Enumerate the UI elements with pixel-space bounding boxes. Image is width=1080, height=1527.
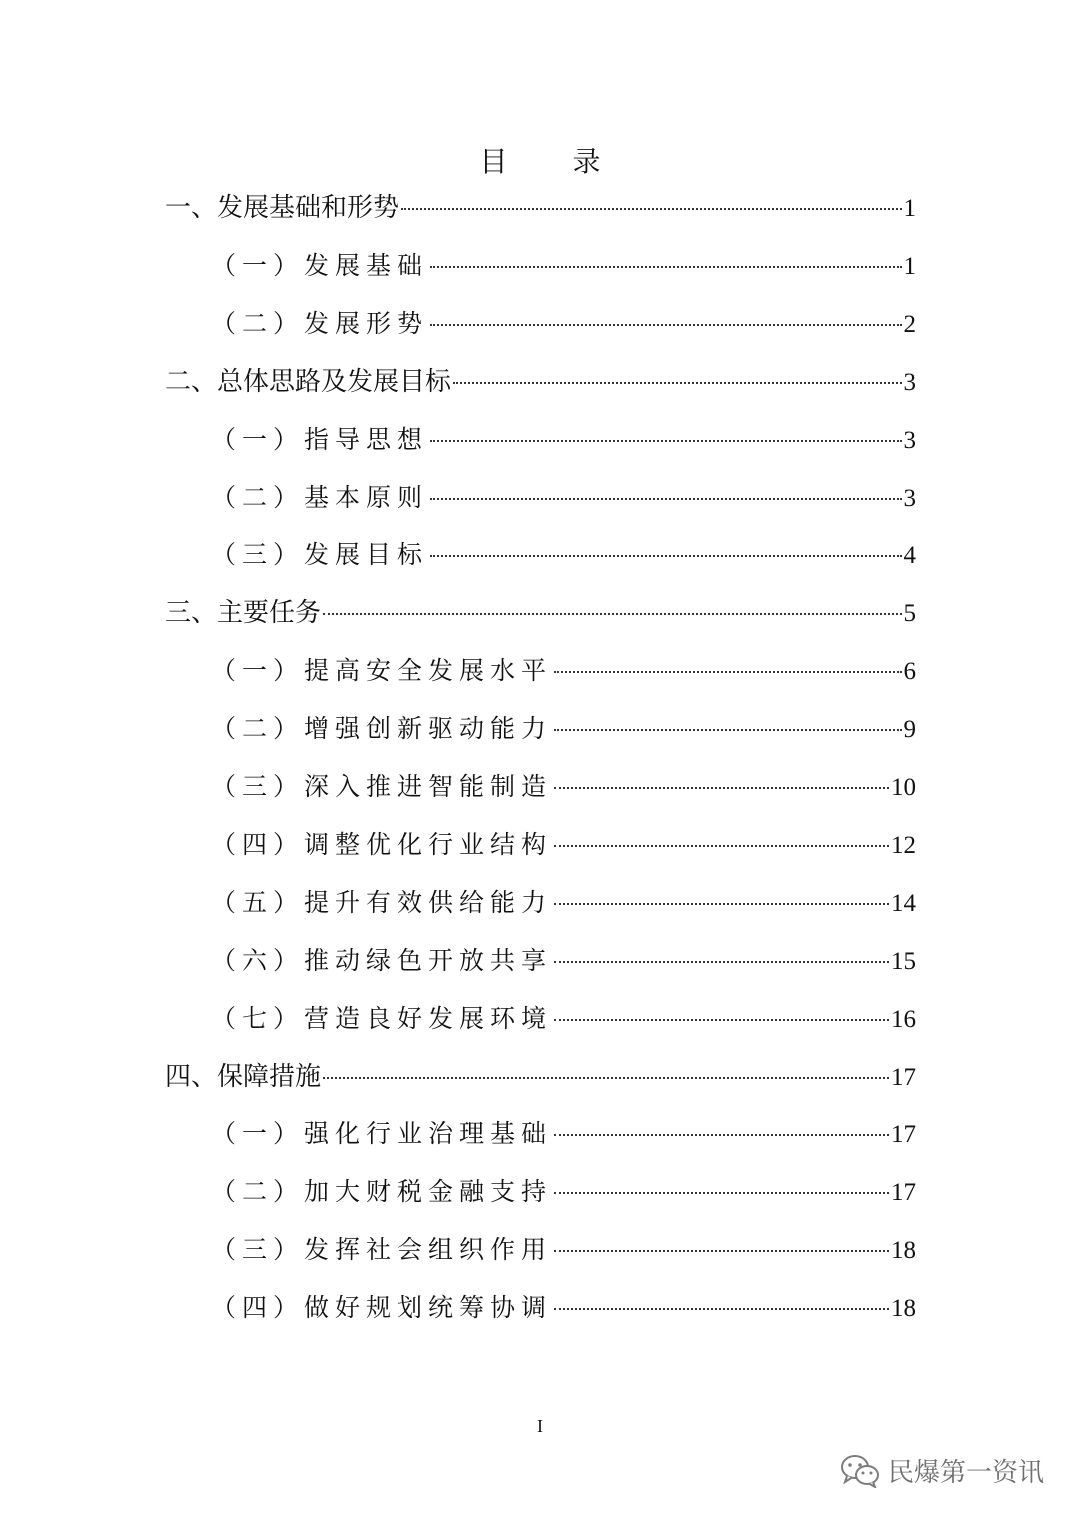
- toc-entry-label: （二）增强创新驱动能力: [211, 714, 553, 744]
- toc-entry-label: （一）发展基础: [211, 250, 429, 280]
- toc-entry-page: 10: [891, 774, 916, 801]
- toc-dot-leader: [430, 324, 901, 326]
- toc-dot-leader: [323, 613, 901, 615]
- toc-entry-label: （七）营造良好发展环境: [211, 1003, 553, 1033]
- toc-section-entry[interactable]: [211, 767, 916, 807]
- toc-entry-label: （三）发展目标: [211, 540, 429, 570]
- toc-dot-leader: [453, 382, 901, 384]
- toc-entry-label: 一、发展基础和形势: [165, 193, 400, 223]
- toc-entry-page: 2: [903, 310, 916, 338]
- toc-section-entry[interactable]: [211, 1172, 916, 1212]
- toc-entry-label: （五）提升有效供给能力: [211, 887, 553, 917]
- toc-entry-label: （三）深入推进智能制造: [211, 772, 553, 801]
- toc-section-entry[interactable]: [211, 535, 916, 575]
- toc-dot-leader: [554, 787, 889, 789]
- toc-entry-page: 12: [891, 831, 916, 859]
- toc-section-entry[interactable]: [211, 420, 916, 460]
- toc-entry-page: 16: [891, 1005, 916, 1033]
- toc-dot-leader: [554, 903, 889, 905]
- toc-title: 目 录: [479, 145, 629, 178]
- toc-chapter-entry[interactable]: [165, 362, 916, 402]
- toc-entry-page: 15: [891, 947, 916, 975]
- toc-entry-label: （一）强化行业治理基础: [211, 1119, 553, 1149]
- toc-entry-label: （二）发展形势: [211, 308, 429, 338]
- toc-section-entry[interactable]: [211, 1288, 916, 1328]
- toc-dot-leader: [554, 671, 901, 673]
- watermark-text: 民爆第一资讯: [887, 1458, 1044, 1488]
- toc-dot-leader: [401, 208, 901, 210]
- toc-chapter-entry[interactable]: [165, 188, 916, 228]
- toc-entry-page: 14: [891, 889, 916, 917]
- toc-chapter-entry[interactable]: [165, 593, 916, 633]
- toc-dot-leader: [430, 266, 901, 268]
- toc-entry-page: 6: [903, 658, 916, 686]
- toc-entry-page: 18: [891, 1295, 916, 1323]
- toc-chapter-entry[interactable]: [165, 1057, 916, 1097]
- toc-entry-label: （四）做好规划统筹协调: [211, 1293, 553, 1323]
- page-number: I: [537, 1416, 543, 1436]
- toc-entry-page: 17: [891, 1179, 916, 1207]
- toc-dot-leader: [554, 1134, 889, 1136]
- toc-section-entry[interactable]: [211, 246, 916, 286]
- toc-entry-label: 四、保障措施: [165, 1061, 322, 1092]
- toc-dot-leader: [554, 1250, 889, 1252]
- toc-entry-label: （一）提高安全发展水平: [211, 656, 553, 686]
- toc-entry-page: 1: [903, 252, 916, 280]
- toc-dot-leader: [554, 1019, 889, 1021]
- toc-section-entry[interactable]: [211, 1114, 916, 1154]
- toc-dot-leader: [430, 498, 901, 500]
- toc-section-entry[interactable]: [211, 825, 916, 865]
- watermark: [840, 1452, 1044, 1489]
- toc-entry-label: （四）调整优化行业结构: [211, 829, 553, 859]
- toc-dot-leader: [430, 555, 901, 557]
- wechat-icon: [840, 1454, 880, 1488]
- toc-dot-leader: [554, 1192, 889, 1194]
- toc-entry-label: （三）发挥社会组织作用: [211, 1235, 553, 1265]
- toc-dot-leader: [554, 961, 889, 963]
- toc-dot-leader: [554, 729, 901, 731]
- toc-dot-leader: [323, 1077, 889, 1079]
- toc-section-entry[interactable]: [211, 478, 916, 518]
- toc-entry-label: （六）推动绿色开放共享: [211, 945, 553, 975]
- toc-section-entry[interactable]: [211, 709, 916, 749]
- toc-entry-page: 3: [903, 368, 916, 396]
- toc-entry-page: 9: [903, 716, 916, 744]
- toc-section-entry[interactable]: [211, 883, 916, 923]
- toc-entry-page: 3: [903, 426, 916, 454]
- toc-entry-label: （一）指导思想: [211, 424, 429, 454]
- toc-dot-leader: [554, 1308, 889, 1310]
- toc-section-entry[interactable]: [211, 941, 916, 981]
- toc-entry-label: 三、主要任务: [165, 598, 322, 629]
- toc-section-entry[interactable]: [211, 651, 916, 691]
- toc-dot-leader: [430, 440, 901, 442]
- toc-entry-page: 4: [903, 542, 916, 570]
- toc-entry-label: （二）基本原则: [211, 482, 429, 512]
- toc-section-entry[interactable]: [211, 304, 916, 344]
- toc-entry-page: 18: [891, 1237, 916, 1265]
- toc-dot-leader: [554, 845, 889, 847]
- toc-entry-label: 二、总体思路及发展目标: [165, 366, 452, 397]
- toc-entry-page: 5: [903, 600, 916, 628]
- toc-entry-page: 1: [903, 195, 916, 222]
- toc-entry-page: 3: [903, 484, 916, 512]
- toc-entry-page: 17: [891, 1063, 916, 1091]
- toc-section-entry[interactable]: [211, 999, 916, 1039]
- toc-entry-page: 17: [891, 1121, 916, 1149]
- toc-section-entry[interactable]: [211, 1230, 916, 1270]
- toc-entry-label: （二）加大财税金融支持: [211, 1177, 553, 1207]
